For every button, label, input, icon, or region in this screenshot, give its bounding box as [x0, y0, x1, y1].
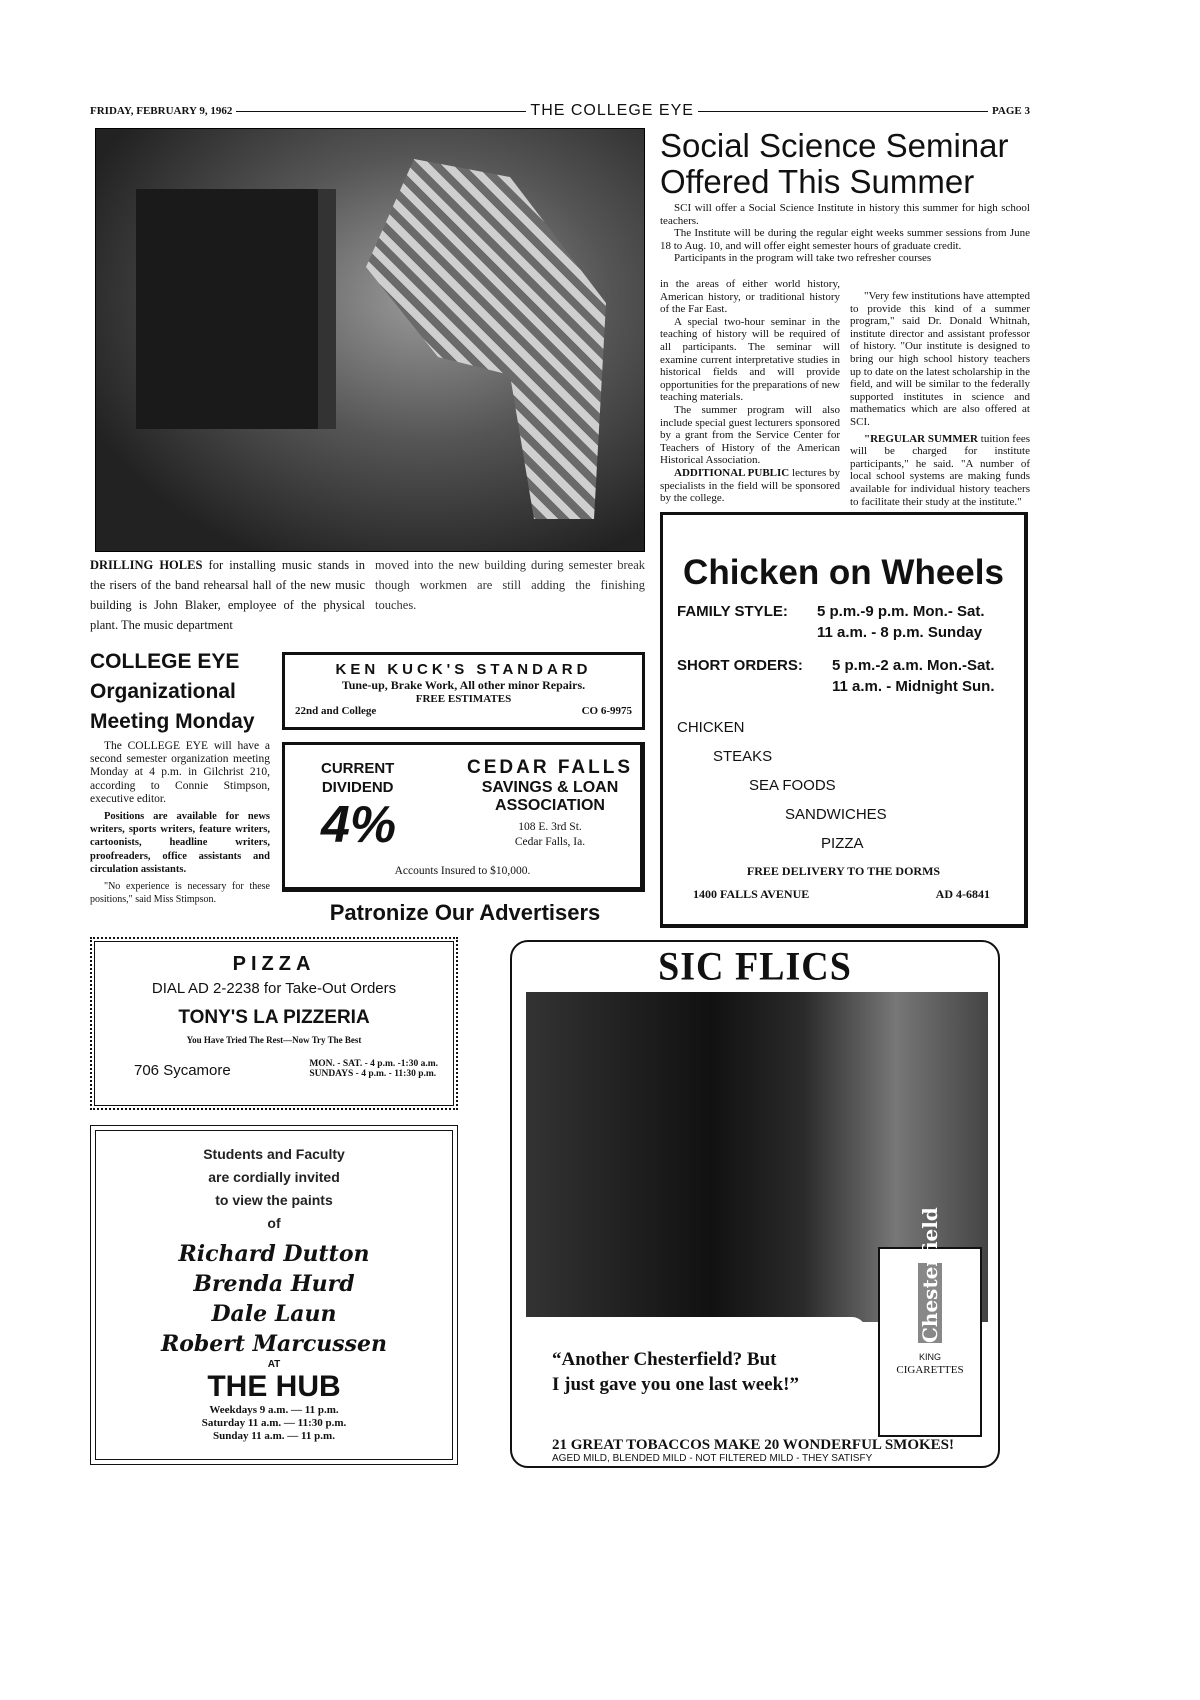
seminar-col2: "Very few institutions have attempted to provide this kind of a summer program," said Dr. Donald Whitnah, institute director and assistant professor of history. "Our institute is designed to bring our high school history teachers up to date on the latest scholarship in the field, and will be similar to the federally supported institutes in science and mathematics which are also offered at SCI. "REGULAR SUMMER tuition fees will be charged for institute participants," he said. "A number of local school systems are making funds available for individual history teachers to facilitate their study at the institute.": [850, 290, 1030, 508]
ken-kuck-ad: KEN KUCK'S STANDARD Tune-up, Brake Work, All other minor Repairs. FREE ESTIMATES 22nd and College CO 6-9975: [282, 652, 645, 730]
chicken-on-wheels-ad: Chicken on Wheels FAMILY STYLE: 5 p.m.-9 p.m. Mon.- Sat. 11 a.m. - 8 p.m. Sunday SHORT ORDERS: 5 p.m.-2 a.m. Mon.-Sat. 11 a.m. - Midnight Sun. CHICKEN STEAKS SEA FOODS SANDWICHES PIZZA FREE DELIVERY TO THE DORMS 1400 FALLS AVENUE AD 4-6841: [660, 512, 1028, 928]
page-number: PAGE 3: [992, 105, 1031, 117]
seminar-intro: SCI will offer a Social Science Institute in history this summer for high school teachers. The Institute will be during the regular eight weeks summer sessions from June 18 to Aug. 10, and will offer eight semester hours of graduate credit. Participants in the program will take two refresher courses: [660, 202, 1030, 265]
seminar-headline: Social Science Seminar Offered This Summer: [660, 127, 1009, 200]
header-date: FRIDAY, FEBRUARY 9, 1962: [90, 105, 233, 117]
masthead: THE COLLEGE EYE: [530, 102, 694, 119]
cedar-falls-savings-ad: CURRENT DIVIDEND 4% CEDAR FALLS SAVINGS & LOAN ASSOCIATION 108 E. 3rd St. Cedar Falls, Ia. Accounts Insured to $10,000.: [282, 742, 645, 892]
college-eye-article: The COLLEGE EYE will have a second semester organization meeting Monday at 4 p.m. in Gilchrist 210, according to Connie Stimpson, executive editor. Positions are available for news writers, sports writers, feature writers, cartoonists, headline writers, proofreaders, office assistants and circulation assistants. "No experience is necessary for these positions," said Miss Stimpson.: [90, 740, 270, 906]
drilling-photo: [95, 128, 645, 552]
seminar-col1: in the areas of either world history, American history, or traditional history of the Far East. A special two-hour seminar in the teaching of history will be required of all participants. The seminar will examine current interpretative studies in historical fields and will provide opportunities for the preparations of new teaching materials. The summer program will also include special guest lecturers sponsored by a grant from the Service Center for Teachers of History of the American Historical Association. ADDITIONAL PUBLIC lectures by specialists in the field will be sponsored by the college.: [660, 278, 841, 505]
sic-flics-title: SIC FLICS: [658, 944, 852, 990]
divider: [236, 111, 526, 112]
sic-flics-chesterfield-ad: SIC FLICS “Another Chesterfield? But I just gave you one last week!” Chesterfield KING CIGARETTES 21 GREAT TOBACCOS MAKE 20 WONDERFUL SMOKES! AGED MILD, BLENDED MILD - NOT FILTERED MILD - THEY SATISFY: [510, 940, 1000, 1468]
college-eye-headline: COLLEGE EYE Organizational Meeting Monday: [90, 650, 255, 733]
hub-exhibit-ad: Students and Faculty are cordially invited to view the paints of Richard Dutton Brenda Hurd Dale Laun Robert Marcussen AT THE HUB Weekdays 9 a.m. — 11 p.m. Saturday 11 a.m. — 11:30 p.m. Sunday 11 a.m. — 11 p.m.: [90, 1125, 458, 1465]
page-header: [90, 102, 1030, 120]
chesterfield-pack: Chesterfield KING CIGARETTES: [878, 1247, 982, 1437]
tonys-pizzeria-ad: PIZZA DIAL AD 2-2238 for Take-Out Orders TONY'S LA PIZZERIA You Have Tried The Rest—Now Try The Best 706 Sycamore MON. - SAT. - 4 p.m. -1:30 a.m. SUNDAYS - 4 p.m. - 11:30 p.m.: [90, 937, 458, 1110]
photo-caption-col2: moved into the new building during semester break though workmen are still adding the finishing touches.: [375, 558, 645, 612]
ad-quote: “Another Chesterfield? But I just gave you one last week!”: [552, 1349, 799, 1395]
divider: [698, 111, 988, 112]
photo-caption-col1: DRILLING HOLES for installing music stands in the risers of the band rehearsal hall of the new music building is John Blaker, employee of the physical plant. The music department: [90, 558, 366, 632]
patronize-banner: Patronize Our Advertisers: [329, 900, 601, 925]
